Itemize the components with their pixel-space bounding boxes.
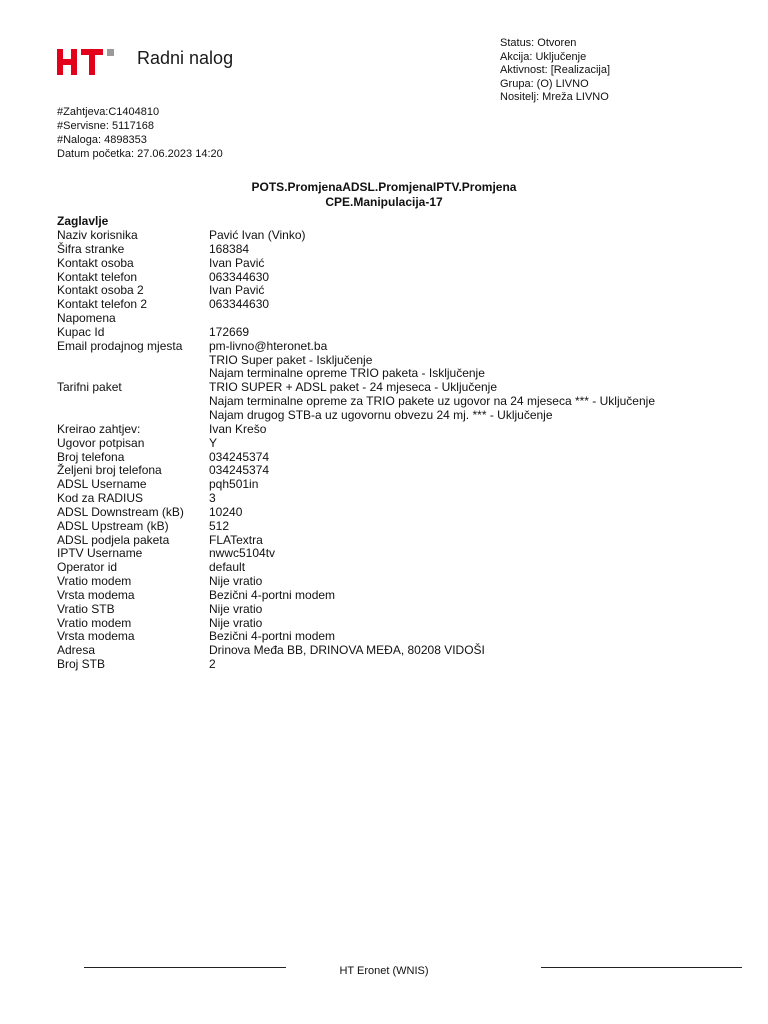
start-date: Datum početka: 27.06.2023 14:20 [57,148,223,160]
field-value: 512 [209,518,230,533]
field-value: Najam terminalne opreme TRIO paketa - Isključenje [209,366,485,381]
field-value: Nije vratio [209,615,263,630]
status-line: Status: Otvoren [500,37,577,49]
field-values [209,589,335,603]
field-values [209,326,249,340]
field-values [209,547,275,561]
field-value: Nije vratio [209,601,263,616]
field-values [209,492,216,506]
action-line: Akcija: Uključenje [500,50,587,63]
field-label: Ugovor potpisan [57,435,145,450]
request-number: #Zahtjeva:C1404810 [57,106,160,118]
field-row [57,520,655,534]
field-values [209,229,306,243]
field-values [209,464,269,478]
field-value: pm-livno@hteronet.ba [209,338,328,353]
field-label: Vratio STB [57,601,115,616]
field-label: Kontakt telefon [57,269,138,284]
activity-line: Aktivnost: [Realizacija] [500,64,611,76]
field-value: nwwc5104tv [209,546,276,561]
field-value: 063344630 [209,297,270,312]
field-row [57,423,655,437]
field-row [57,575,655,589]
field-row [57,534,655,548]
field-value: TRIO Super paket - Isključenje [209,352,373,367]
field-label: Operator id [57,560,118,575]
field-label: ADSL Upstream (kB) [57,518,169,533]
field-label: Vrsta modema [57,629,135,644]
field-row [57,298,655,312]
field-label: Tarifni paket [57,380,122,395]
field-label: Kod za RADIUS [57,491,144,506]
field-value: Ivan Pavić [209,255,265,270]
field-label: IPTV Username [57,546,143,561]
order-number: #Naloga: 4898353 [57,134,147,146]
field-row [57,561,655,575]
field-values [209,284,264,298]
field-value: pqh501in [209,477,259,492]
field-value: Ivan Pavić [209,283,265,298]
field-value: 172669 [209,324,250,339]
field-values [209,575,262,589]
field-label: Napomena [57,311,116,326]
field-value: Najam drugog STB-a uz ugovornu obvezu 24 mj. *** - Uključenje [209,407,553,422]
field-label: ADSL podjela paketa [57,532,170,547]
field-values [209,381,655,423]
field-value: 063344630 [209,269,270,284]
field-row [57,340,655,382]
field-values [209,271,269,285]
field-value [209,312,212,326]
field-label: Šifra stranke [57,241,125,256]
field-values [209,298,269,312]
field-value: Drinova Međa BB, DRINOVA MEĐA, 80208 VIDOŠI [209,643,485,658]
field-row [57,658,655,672]
field-label: Kupac Id [57,324,105,339]
field-value: 034245374 [209,449,270,464]
field-row [57,257,655,271]
field-row [57,284,655,298]
section-title: Zaglavlje [57,214,109,228]
field-label: Vratio modem [57,574,132,589]
field-row [57,326,655,340]
field-row [57,464,655,478]
field-values [209,561,245,575]
field-label: Adresa [57,643,96,658]
field-label: Naziv korisnika [57,228,138,242]
field-value: Y [209,435,218,450]
field-row [57,478,655,492]
field-row [57,437,655,451]
field-row [57,603,655,617]
field-value: Bezični 4-portni modem [209,587,336,602]
field-values [209,644,485,658]
field-label: Vrsta modema [57,587,135,602]
field-label: Broj telefona [57,449,125,464]
field-values [209,340,485,382]
field-row [57,506,655,520]
field-values [209,312,212,326]
field-row [57,243,655,257]
request-meta [57,105,223,161]
order-heading-line1: POTS.PromjenaADSL.PromjenaIPTV.Promjena [251,180,517,194]
footer-text: HT Eronet (WNIS) [339,965,429,977]
field-label: Kontakt osoba [57,255,134,270]
order-heading [0,180,768,209]
ht-logo [57,48,117,76]
field-row [57,312,655,326]
field-label: Kreirao zahtjev: [57,421,141,436]
field-label: ADSL Downstream (kB) [57,504,184,519]
field-value: TRIO SUPER + ADSL paket - 24 mjeseca - Uključenje [209,380,497,395]
field-values [209,257,264,271]
field-value: 3 [209,491,216,506]
field-values [209,243,249,257]
service-number: #Servisne: 5117168 [57,120,155,132]
field-values [209,603,262,617]
field-value: 10240 [209,504,243,519]
field-row [57,644,655,658]
field-label: Kontakt osoba 2 [57,283,144,298]
field-value: FLATextra [209,532,263,547]
field-values [209,658,216,672]
field-value: 2 [209,657,216,672]
field-label: Broj STB [57,657,106,672]
field-row [57,617,655,631]
field-row [57,492,655,506]
field-values [209,451,269,465]
field-row [57,381,655,423]
order-heading-line2: CPE.Manipulacija-17 [325,194,443,209]
field-values [209,520,229,534]
field-label: Kontakt telefon 2 [57,297,148,312]
field-value: Ivan Krešo [209,421,267,436]
field-value: Nije vratio [209,574,263,589]
field-value: default [209,560,246,575]
field-row [57,589,655,603]
field-label: Željeni broj telefona [57,463,162,478]
field-row [57,229,655,243]
field-value: 168384 [209,241,250,256]
field-label: Email prodajnog mjesta [57,338,183,353]
field-value: Pavić Ivan (Vinko) [209,228,306,242]
field-label: ADSL Username [57,477,147,492]
field-values [209,534,263,548]
field-value: Najam terminalne opreme za TRIO pakete uz ugovor na 24 mjeseca *** - Uključenje [209,394,655,409]
field-values [209,478,258,492]
group-line: Grupa: (O) LIVNO [500,77,589,90]
field-values [209,437,217,451]
field-label: Vratio modem [57,615,132,630]
status-block [500,37,610,105]
field-values [209,617,262,631]
field-list [57,229,655,672]
holder-line: Nositelj: Mreža LIVNO [500,91,609,103]
field-row [57,547,655,561]
document-title: Radni nalog [137,48,234,68]
field-values [209,423,266,437]
field-value: Bezični 4-portni modem [209,629,336,644]
field-value: 034245374 [209,463,270,478]
field-values [209,506,242,520]
field-row [57,271,655,285]
